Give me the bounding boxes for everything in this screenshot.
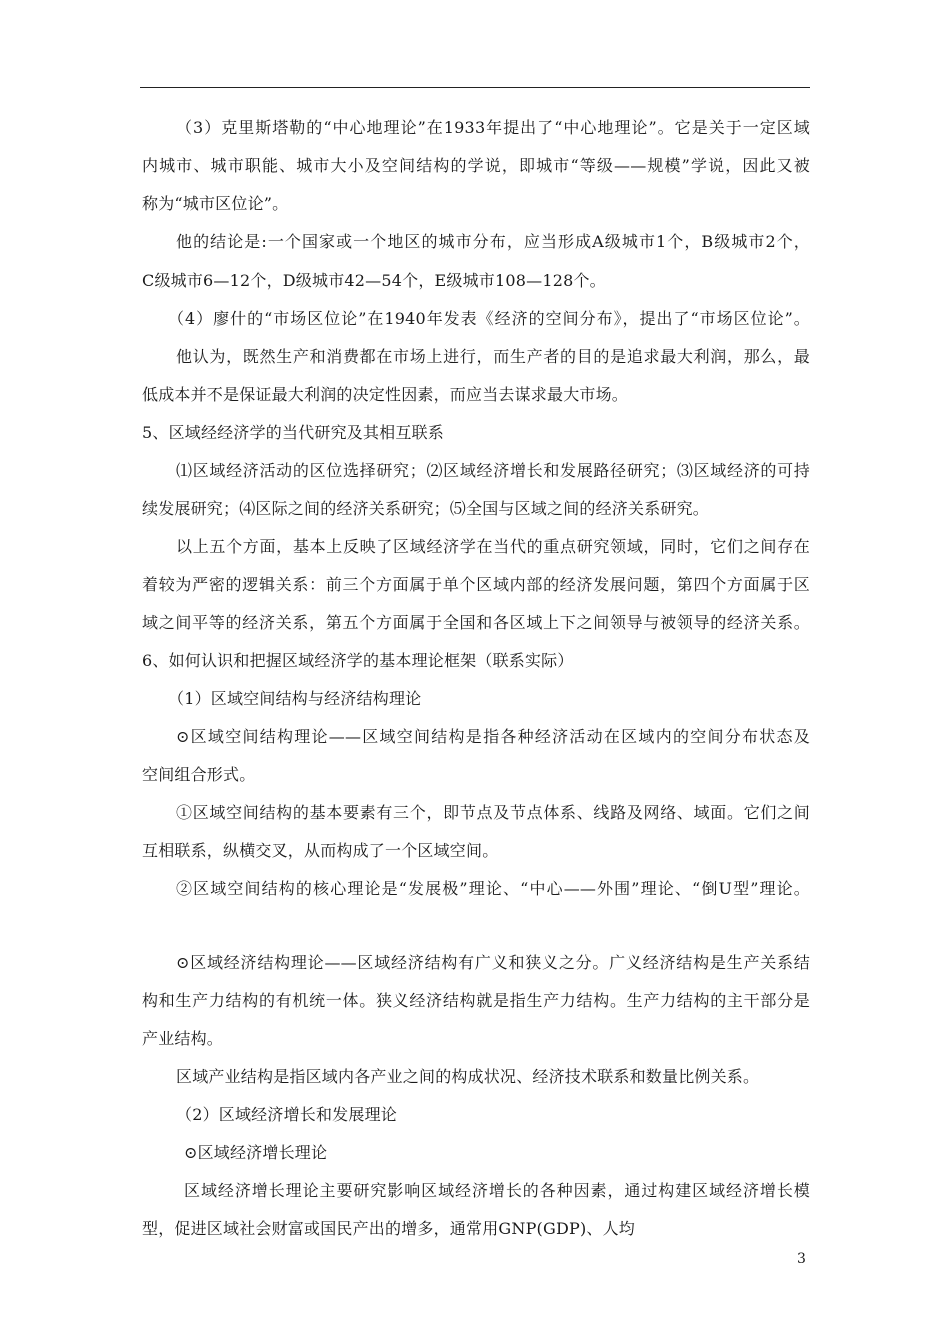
text-line: ①区域空间结构的基本要素有三个，即节点及节点体系、线路及网络、域面。它们之间	[176, 803, 810, 822]
page-number: 3	[797, 1251, 806, 1267]
subsection-heading: （2）区域经济增长和发展理论	[176, 1105, 397, 1124]
text-line: （4）廖什的“市场区位论”在1940年发表《经济的空间分布》，提出了“市场区位论”。	[168, 309, 810, 328]
text-line: 区域经济增长理论主要研究影响区域经济增长的各种因素，通过构建区域经济增长模	[184, 1181, 810, 1200]
text-line: ⑴区域经济活动的区位选择研究；⑵区域经济增长和发展路径研究；⑶区域经济的可持	[176, 461, 810, 480]
text-line: 互相联系，纵横交叉，从而构成了一个区域空间。	[142, 841, 499, 860]
text-line: （3）克里斯塔勒的“中心地理论”在1933年提出了“中心地理论”。它是关于一定区域	[176, 118, 810, 137]
text-line: 内城市、城市职能、城市大小及空间结构的学说，即城市“等级——规模”学说，因此又被	[142, 156, 810, 175]
text-line: 产业结构。	[142, 1029, 224, 1048]
text-line: 着较为严密的逻辑关系：前三个方面属于单个区域内部的经济发展问题，第四个方面属于区	[142, 575, 810, 594]
text-line: 续发展研究；⑷区际之间的经济关系研究；⑸全国与区域之间的经济关系研究。	[142, 499, 710, 518]
text-line: 低成本并不是保证最大利润的决定性因素，而应当去谋求最大市场。	[142, 385, 629, 404]
text-line: 空间组合形式。	[142, 765, 256, 784]
section-heading: 6、如何认识和把握区域经济学的基本理论框架（联系实际）	[142, 651, 574, 670]
section-heading: 5、区域经经济学的当代研究及其相互联系	[142, 423, 444, 442]
header-rule	[140, 87, 810, 88]
text-line: 型，促进区域社会财富或国民产出的增多，通常用GNP(GDP)、人均	[142, 1219, 636, 1238]
text-line: 他的结论是:一个国家或一个地区的城市分布，应当形成A级城市1个，B级城市2个，	[176, 232, 810, 251]
text-line: ⊙区域经济结构理论——区域经济结构有广义和狭义之分。广义经济结构是生产关系结	[176, 953, 810, 972]
subsection-heading: （1）区域空间结构与经济结构理论	[168, 689, 422, 708]
text-line: 他认为，既然生产和消费都在市场上进行，而生产者的目的是追求最大利润，那么，最	[176, 347, 810, 366]
text-line: 域之间平等的经济关系，第五个方面属于全国和各区域上下之间领导与被领导的经济关系。	[142, 613, 810, 632]
subsection-heading: ⊙区域经济增长理论	[184, 1143, 328, 1162]
text-line: ⊙区域空间结构理论——区域空间结构是指各种经济活动在区域内的空间分布状态及	[176, 727, 810, 746]
text-line: C级城市6—12个，D级城市42—54个，E级城市108—128个。	[142, 271, 606, 290]
text-line: 构和生产力结构的有机统一体。狭义经济结构就是指生产力结构。生产力结构的主干部分是	[142, 991, 810, 1010]
text-line: 区域产业结构是指区域内各产业之间的构成状况、经济技术联系和数量比例关系。	[176, 1067, 760, 1086]
text-line: 称为“城市区位论”。	[142, 194, 289, 213]
text-line: 以上五个方面，基本上反映了区域经济学在当代的重点研究领域，同时，它们之间存在	[176, 537, 810, 556]
text-line: ②区域空间结构的核心理论是“发展极”理论、“中心——外围”理论、“倒U型”理论。	[176, 879, 810, 898]
